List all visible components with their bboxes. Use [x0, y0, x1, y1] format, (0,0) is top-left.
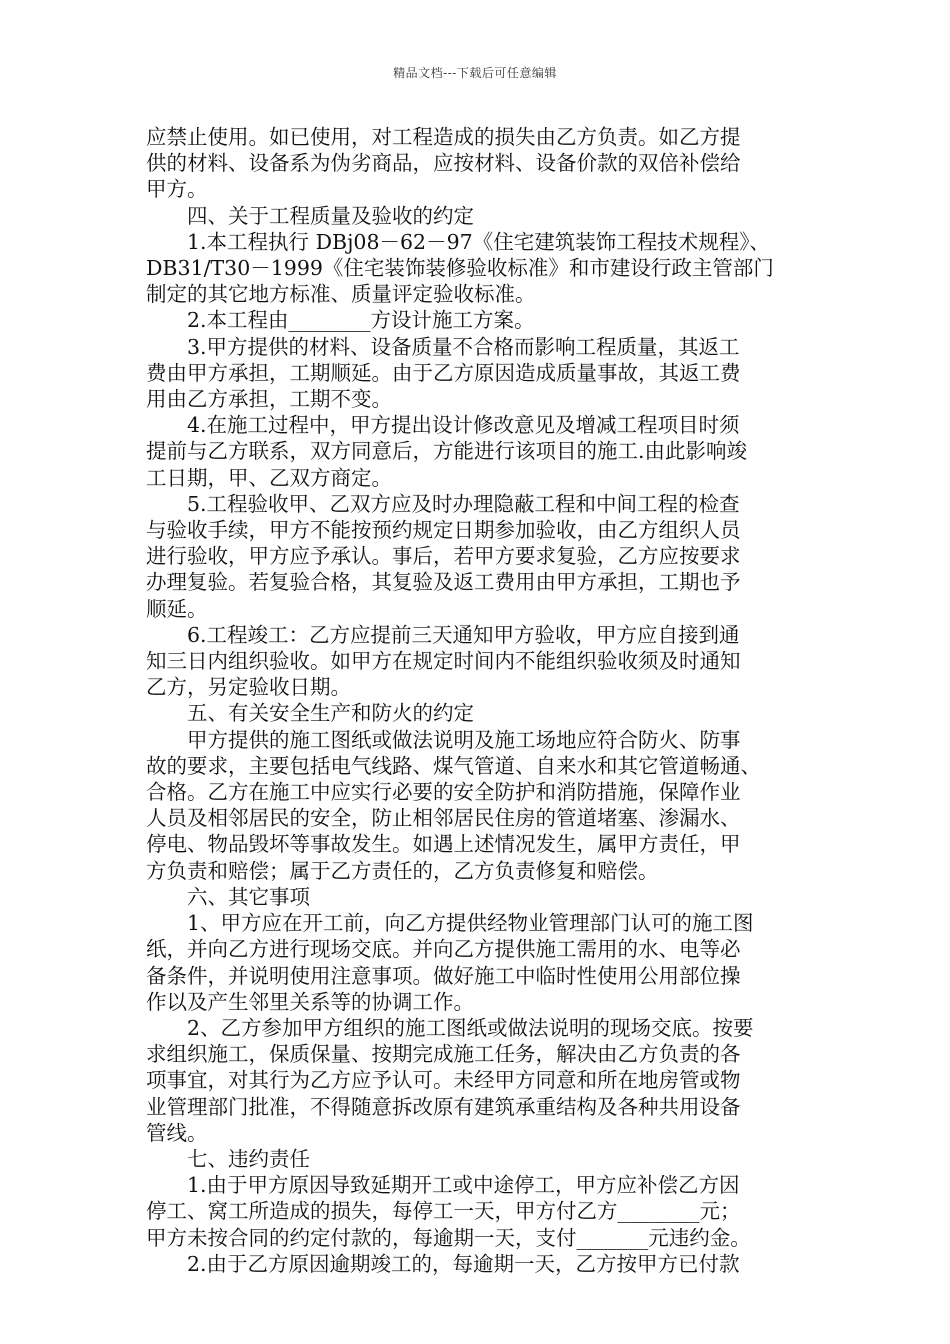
- paragraph-line: 甲方。: [146, 177, 208, 202]
- paragraph-start-line: 1.本工程执行 DBj08－62－97《住宅建筑装饰工程技术规程》、: [187, 229, 770, 254]
- paragraph-line: 知三日内组织验收。如甲方在规定时间内不能组织验收须及时通知: [146, 649, 741, 674]
- paragraph-line: 办理复验。若复验合格，其复验及返工费用由甲方承担，工期也予: [146, 570, 741, 595]
- paragraph-start-line: 七、违约责任: [187, 1146, 310, 1171]
- paragraph-start-line: 四、关于工程质量及验收的约定: [187, 203, 474, 228]
- paragraph-start-line: 2.由于乙方原因逾期竣工的，每逾期一天，乙方按甲方已付款: [187, 1251, 740, 1276]
- paragraph-line: 用由乙方承担，工期不变。: [146, 387, 392, 412]
- paragraph-start-line: 6.工程竣工：乙方应提前三天通知甲方验收，甲方应自接到通: [187, 622, 740, 647]
- paragraph-line: 顺延。: [146, 596, 208, 621]
- paragraph-line: DB31/T30－1999《住宅装饰装修验收标准》和市建设行政主管部门: [146, 256, 774, 281]
- paragraph-start-line: 甲方提供的施工图纸或做法说明及施工场地应符合防火、防事: [187, 727, 741, 752]
- paragraph-start-line: 4.在施工过程中，甲方提出设计修改意见及增减工程项目时须: [187, 413, 740, 438]
- paragraph-line: 甲方未按合同的约定付款的，每逾期一天，支付_______元违约金。: [146, 1225, 751, 1250]
- paragraph-line: 备条件，并说明使用注意事项。做好施工中临时性使用公用部位操: [146, 963, 741, 988]
- paragraph-start-line: 五、有关安全生产和防火的约定: [187, 701, 474, 726]
- paragraph-line: 纸，并向乙方进行现场交底。并向乙方提供施工需用的水、电等必: [146, 937, 741, 962]
- paragraph-line: 乙方，另定验收日期。: [146, 675, 351, 700]
- paragraph-line: 人员及相邻居民的安全，防止相邻居民住房的管道堵塞、渗漏水、: [146, 806, 741, 831]
- paragraph-line: 费由甲方承担，工期顺延。由于乙方原因造成质量事故，其返工费: [146, 360, 741, 385]
- paragraph-line: 管线。: [146, 1120, 208, 1145]
- paragraph-start-line: 1.由于甲方原因导致延期开工或中途停工，甲方应补偿乙方因: [187, 1173, 740, 1198]
- paragraph-line: 合格。乙方在施工中应实行必要的安全防护和消防措施，保障作业: [146, 780, 741, 805]
- paragraph-line: 作以及产生邻里关系等的协调工作。: [146, 989, 474, 1014]
- paragraph-start-line: 1、甲方应在开工前，向乙方提供经物业管理部门认可的施工图: [187, 911, 754, 936]
- paragraph-line: 进行验收，甲方应予承认。事后，若甲方要求复验，乙方应按要求: [146, 544, 741, 569]
- paragraph-line: 停电、物品毁坏等事故发生。如遇上述情况发生，属甲方责任，甲: [146, 832, 741, 857]
- paragraph-start-line: 5.工程验收甲、乙双方应及时办理隐蔽工程和中间工程的检查: [187, 491, 740, 516]
- paragraph-line: 制定的其它地方标准、质量评定验收标准。: [146, 282, 536, 307]
- page-header: 精品文档---下载后可任意编辑: [393, 66, 557, 80]
- paragraph-line: 停工、窝工所造成的损失，每停工一天，甲方付乙方________元；: [146, 1199, 741, 1224]
- document-body: [146, 124, 802, 1277]
- paragraph-start-line: 3.甲方提供的材料、设备质量不合格而影响工程质量，其返工: [187, 334, 740, 359]
- paragraph-line: 供的材料、设备系为伪劣商品，应按材料、设备价款的双倍补偿给: [146, 151, 741, 176]
- paragraph-line: 工日期，甲、乙双方商定。: [146, 465, 392, 490]
- paragraph-line: 与验收手续，甲方不能按预约规定日期参加验收，由乙方组织人员: [146, 518, 741, 543]
- paragraph-line: 项事宜，对其行为乙方应予认可。未经甲方同意和所在地房管或物: [146, 1068, 741, 1093]
- paragraph-start-line: 六、其它事项: [187, 884, 310, 909]
- paragraph-start-line: 2.本工程由________方设计施工方案。: [187, 308, 535, 333]
- paragraph-line: 提前与乙方联系，双方同意后，方能进行该项目的施工.由此影响竣: [146, 439, 748, 464]
- paragraph-line: 故的要求，主要包括电气线路、煤气管道、自来水和其它管道畅通、: [146, 753, 761, 778]
- paragraph-line: 求组织施工，保质保量、按期完成施工任务，解决由乙方负责的各: [146, 1042, 741, 1067]
- paragraph-line: 业管理部门批准，不得随意拆改原有建筑承重结构及各种共用设备: [146, 1094, 741, 1119]
- paragraph-line: 应禁止使用。如已使用，对工程造成的损失由乙方负责。如乙方提: [146, 125, 741, 149]
- paragraph-start-line: 2、乙方参加甲方组织的施工图纸或做法说明的现场交底。按要: [187, 1015, 754, 1040]
- paragraph-line: 方负责和赔偿；属于乙方责任的，乙方负责修复和赔偿。: [146, 858, 659, 883]
